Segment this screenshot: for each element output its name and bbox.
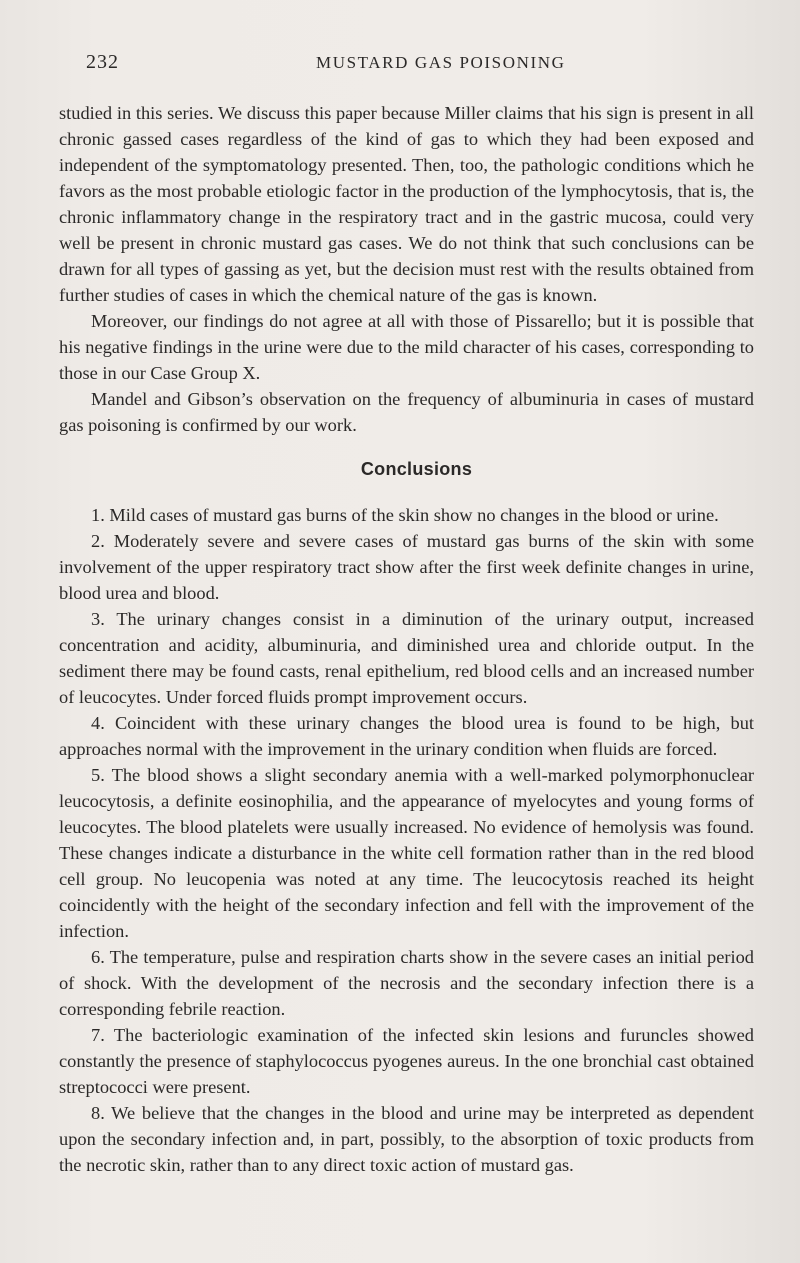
conclusion-item-5: 5. The blood shows a slight secondary anemia with a well-marked polymorphonuclear leucocytosis, a definite eosinophilia, and the appearance of myelocytes and young forms of leucocytes. The blood platelets were usually increased. No evidence of hemolysis was found. These changes indicate a disturbance in the white cell formation rather than in the red blood cell group. No leucopenia was noted at any time. The leucocytosis reached its height coincidently with the height of the secondary infection and fell with the improvement of the infection. [59,765,754,941]
running-title: MUSTARD GAS POISONING [316,53,566,72]
body-paragraph-3: Mandel and Gibson’s observation on the frequency of albuminuria in cases of mustard gas poisoning is confirmed by our work. [59,389,754,435]
body-paragraph-2: Moreover, our findings do not agree at all with those of Pissarello; but it is possible that his negative findings in the urine were due to the mild character of his cases, corresponding to those in our Case Group X. [59,311,754,383]
conclusion-item-2: 2. Moderately severe and severe cases of mustard gas burns of the skin with some involvement of the upper respiratory tract show after the first week definite changes in urine, blood urea and blood. [59,531,754,603]
conclusion-item-4: 4. Coincident with these urinary changes the blood urea is found to be high, but approaches normal with the improvement in the urinary condition when fluids are forced. [59,713,754,759]
body-paragraph-1: studied in this series. We discuss this paper because Miller claims that his sign is present in all chronic gassed cases regardless of the kind of gas to which they had been exposed and independent of the symptomatology presented. Then, too, the pathologic conditions which he favors as the most probable etiologic factor in the production of the lymphocytosis, that is, the chronic inflammatory change in the respiratory tract and in the gastric mucosa, could very well be present in chronic mustard gas cases. We do not think that such conclusions can be drawn for all types of gassing as yet, but the decision must rest with the results obtained from further studies of cases in which the chemical nature of the gas is known. [59,103,754,305]
conclusion-item-8: 8. We believe that the changes in the blood and urine may be interpreted as dependent upon the secondary infection and, in part, possibly, to the absorption of toxic products from the necrotic skin, rather than to any direct toxic action of mustard gas. [59,1103,754,1175]
page-number: 232 [86,51,119,73]
section-heading-conclusions: Conclusions [360,459,473,479]
conclusion-item-3: 3. The urinary changes consist in a diminution of the urinary output, increased concentration and acidity, albuminuria, and diminished urea and chloride output. In the sediment there may be found casts, renal epithelium, red blood cells and an increased number of leucocytes. Under forced fluids prompt improvement occurs. [59,609,754,707]
conclusions-list [59,502,754,1178]
body-text [59,100,754,1178]
running-head [59,0,754,72]
conclusion-item-7: 7. The bacteriologic examination of the infected skin lesions and furuncles showed constantly the presence of staphylococcus pyogenes aureus. In the one bronchial cast obtained streptococci were present. [59,1025,754,1097]
conclusion-item-6: 6. The temperature, pulse and respiration charts show in the severe cases an initial period of shock. With the development of the necrosis and the secondary infection there is a corresponding febrile reaction. [59,947,754,1019]
conclusion-item-1: 1. Mild cases of mustard gas burns of the skin show no changes in the blood or urine. [91,505,719,525]
